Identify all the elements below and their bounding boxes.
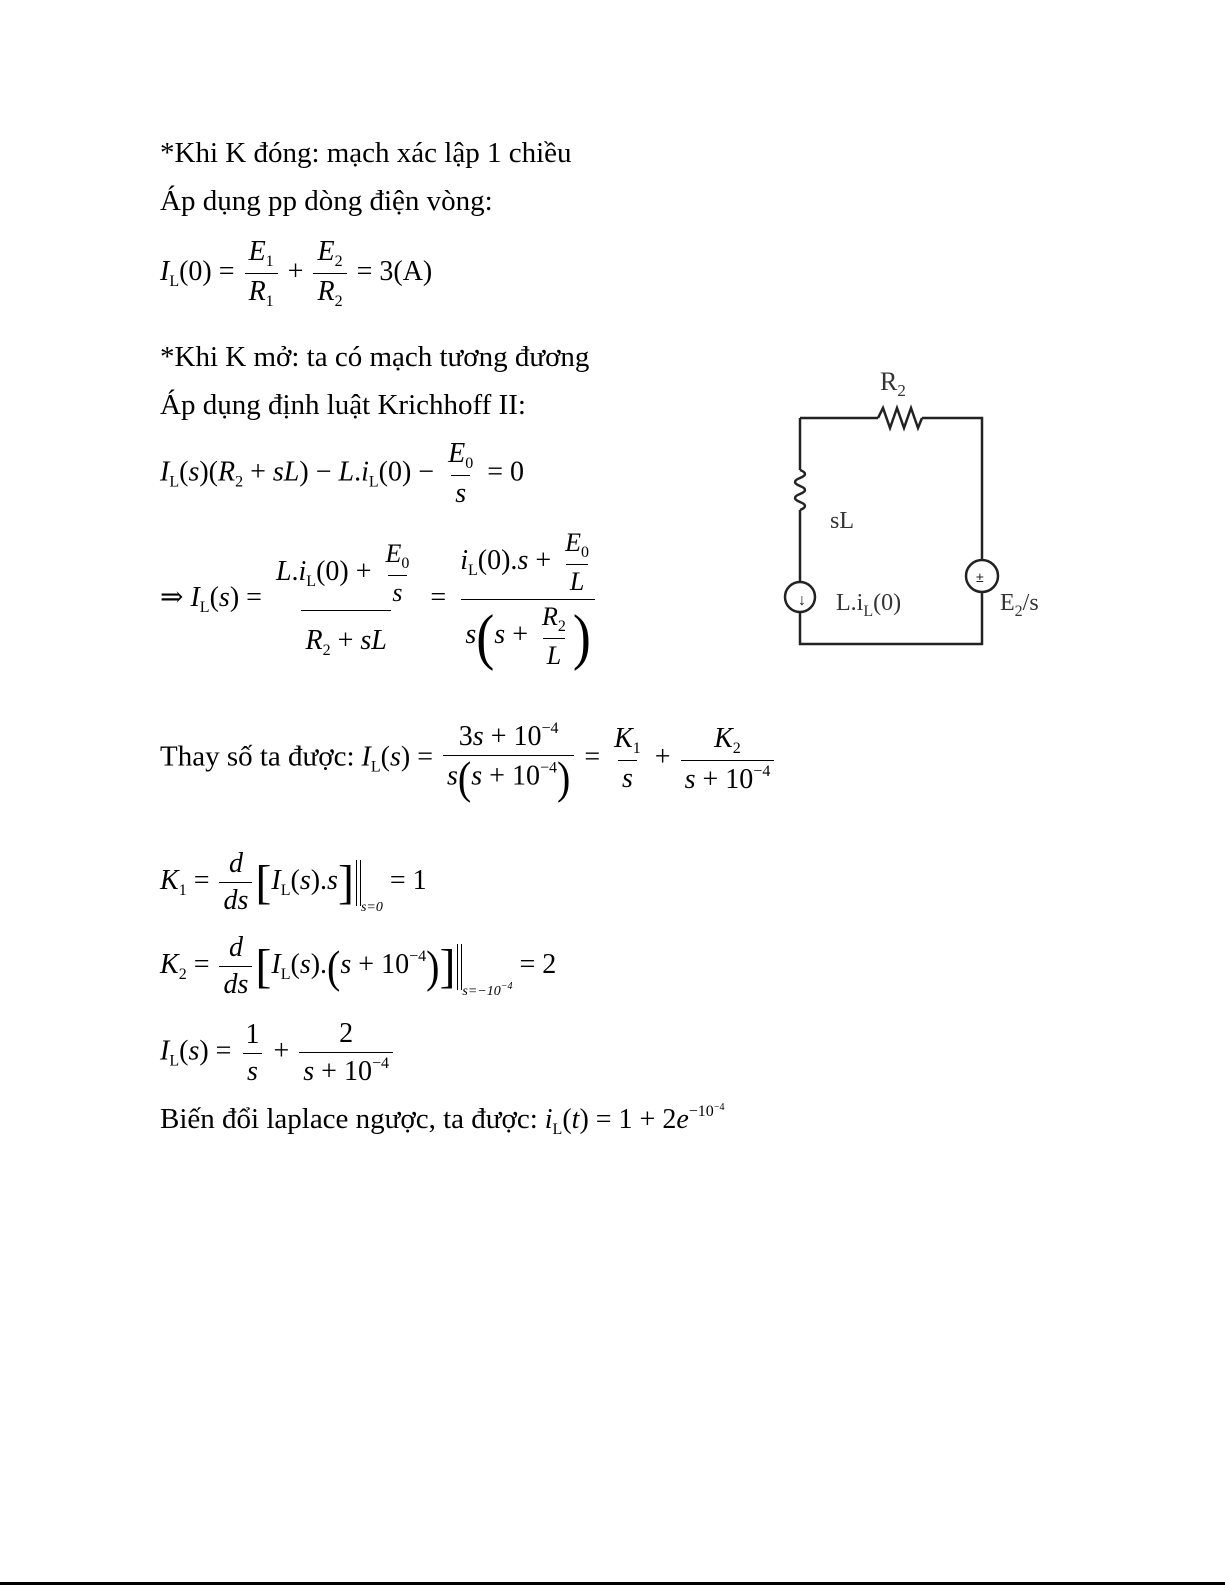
equation-il-s: ⇒ $I_L(s)$ = $L.i_L(0)$ + $\frac{E_0}{s}$ $R_2$ + sL = $i_L(0).s$ + $\frac{E_0}{L}$ s(s + $\frac{R_2}{L}$ ) — [160, 528, 603, 671]
equivalent-circuit-diagram — [770, 360, 1070, 660]
label-r2: $R_2$ — [880, 367, 906, 400]
equation-k2: $K_2$ = $\frac{d}{ds}$ $[I_L(s).(s + 10^{-4})] _{s=-10^{-4}} = 2$ — [160, 932, 557, 1000]
k2-eval-point: s=−10 — [462, 983, 501, 999]
equation-kvl: $I_L(s)(R_2 + sL) - L.i_L(0)$ − $\frac{E_0}{s}$ = 0 — [160, 438, 524, 509]
k1-eval-point: s=0 — [360, 899, 383, 915]
equation-k1: $K_1$ = $\frac{d}{ds}$ $[I_L(s).s] _{s=0} = 1$ — [160, 848, 427, 916]
source-right-polarity-icon: ± — [976, 569, 984, 585]
label-source-right: $E_2/s$ — [1000, 590, 1039, 620]
equation-il0: $I_L(0)$ = $\frac{E_1}{R_1}$ + $\frac{E_2}{R_2}$ = 3(A) — [160, 236, 433, 310]
equation-il0-result: = 3(A) — [356, 255, 433, 287]
equation-substituted: Thay số ta được: $I_L(s)$ = $\frac{3s + 10^{-4}}{s(s + 10^{-4})}$ = $\frac{K_1}{s}$ + $\frac{K_2}{s + 10^{-4}}$ — [160, 720, 777, 798]
inductor-symbol — [795, 470, 805, 510]
text-k-open: *Khi K mở: ta có mạch tương đương — [160, 341, 590, 373]
k1-result: = 1 — [389, 864, 427, 896]
wire-top-right — [922, 418, 982, 560]
resistor-r2-symbol — [878, 408, 922, 428]
equation-inverse-laplace: Biến đổi laplace ngược, ta được: $i_L(t) = 1 + 2e^{-10^{-4}}$ — [160, 1102, 725, 1138]
text-loop-current-method: Áp dụng pp dòng điện vòng: — [160, 185, 493, 217]
label-inductor: sL — [830, 508, 854, 534]
equation-il-partial: $I_L(s)$ = $\frac{1}{s}$ + $\frac{2}{s + 10^{-4}}$ — [160, 1018, 396, 1088]
text-substitute: Thay số ta được: — [160, 740, 355, 773]
text-kirchhoff: Áp dụng định luật Krichhoff II: — [160, 389, 526, 421]
equation-kvl-rhs: = 0 — [487, 456, 524, 488]
text-inverse-laplace: Biến đổi laplace ngược, ta được: — [160, 1103, 538, 1135]
source-left-polarity-icon: ↓ — [798, 592, 806, 609]
label-source-left: $L.i_L(0)$ — [836, 590, 902, 620]
k2-result: = 2 — [519, 948, 557, 980]
text-k-closed: *Khi K đóng: mạch xác lập 1 chiều — [160, 137, 572, 169]
